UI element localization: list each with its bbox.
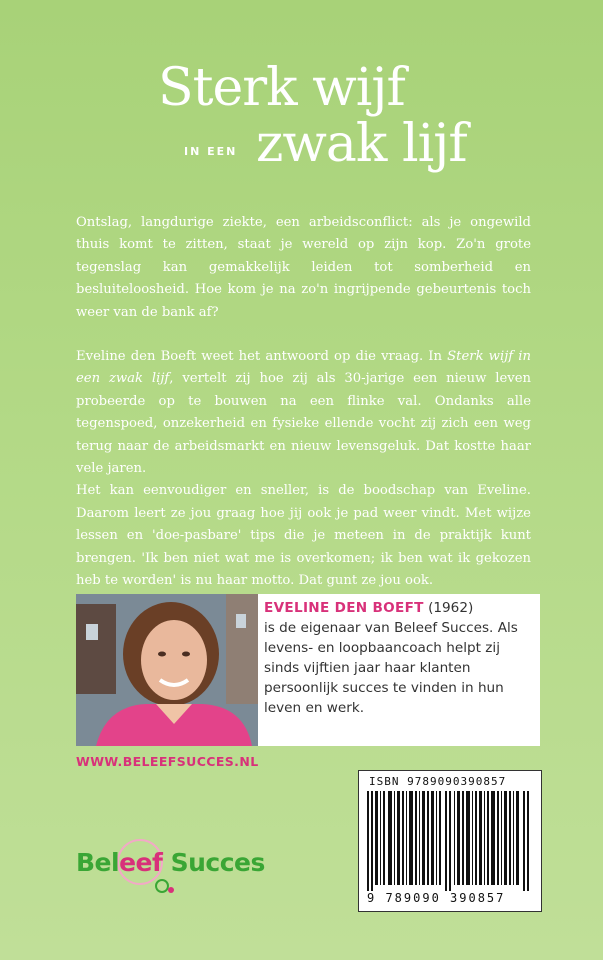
- logo-part-3: Succes: [162, 848, 265, 877]
- back-cover-blurb: [76, 212, 531, 593]
- blurb-paragraph-1: Ontslag, langdurige ziekte, een arbeidsconflict: als je ongewild thuis komt te zitten, staat je wereld op zijn kop. Zo'n grote tegenslag kan gemakkelijk leiden tot somberheid en besluiteloosheid. Hoe kom je na zo'n ingrijpende gebeurtenis toch weer van de bank af?: [76, 215, 531, 320]
- author-name: EVELINE DEN BOEFT: [264, 600, 424, 616]
- author-photo: [76, 594, 258, 746]
- barcode-digits: 9 789090 390857: [367, 891, 506, 905]
- book-title-italic: Sterk wijf in een zwak lijf: [76, 349, 531, 387]
- barcode-bars: [367, 791, 533, 891]
- logo-part-2: eef: [119, 848, 163, 877]
- author-box: [76, 594, 540, 746]
- isbn-label: ISBN 9789090390857: [369, 775, 507, 788]
- author-bio-text: is de eigenaar van Beleef Succes. Als levens- en loopbaancoach helpt zij sinds vijftien jaar haar klanten persoonlijk succes te vinden in hun leven en werk.: [264, 620, 518, 716]
- blurb-paragraph-2: [76, 346, 531, 480]
- author-bio: [264, 598, 536, 718]
- title-line1: Sterk wijf: [158, 58, 405, 118]
- website-link[interactable]: WWW.BELEEFSUCCES.NL: [76, 754, 259, 769]
- logo-wordmark: [76, 848, 265, 877]
- title-line2: zwak lijf: [256, 114, 467, 174]
- title-connector: IN EEN: [184, 145, 238, 158]
- blurb-paragraph-3: Het kan eenvoudiger en sneller, is de boodschap van Eveline. Daarom leert ze jou graag hoe jij ook je pad weer vindt. Met wijze lessen en 'doe-pasbare' tips die je meteen in de praktijk kunt brengen. 'Ik ben niet wat me is overkomen; ik ben wat ik gekozen heb te worden' is nu haar motto. Dat gunt ze jou ook.: [76, 483, 531, 589]
- author-birth-year: (1962): [423, 600, 474, 616]
- blurb-text: , vertelt zij hoe zij als 30-jarige een nieuw leven probeerde op te bouwen na een flinke val. Ondanks alle tegenspoed, onzekerheid en fysieke ellende vocht zij zich een weg terug naar de arbeidsmarkt en nieuw levensgeluk. Dat kostte haar vele jaren.: [76, 371, 531, 477]
- beleef-succes-logo: [76, 836, 276, 896]
- blurb-text: Eveline den Boeft weet het antwoord op die vraag. In: [76, 349, 448, 365]
- logo-part-1: Bel: [76, 848, 120, 877]
- isbn-barcode: [358, 770, 542, 912]
